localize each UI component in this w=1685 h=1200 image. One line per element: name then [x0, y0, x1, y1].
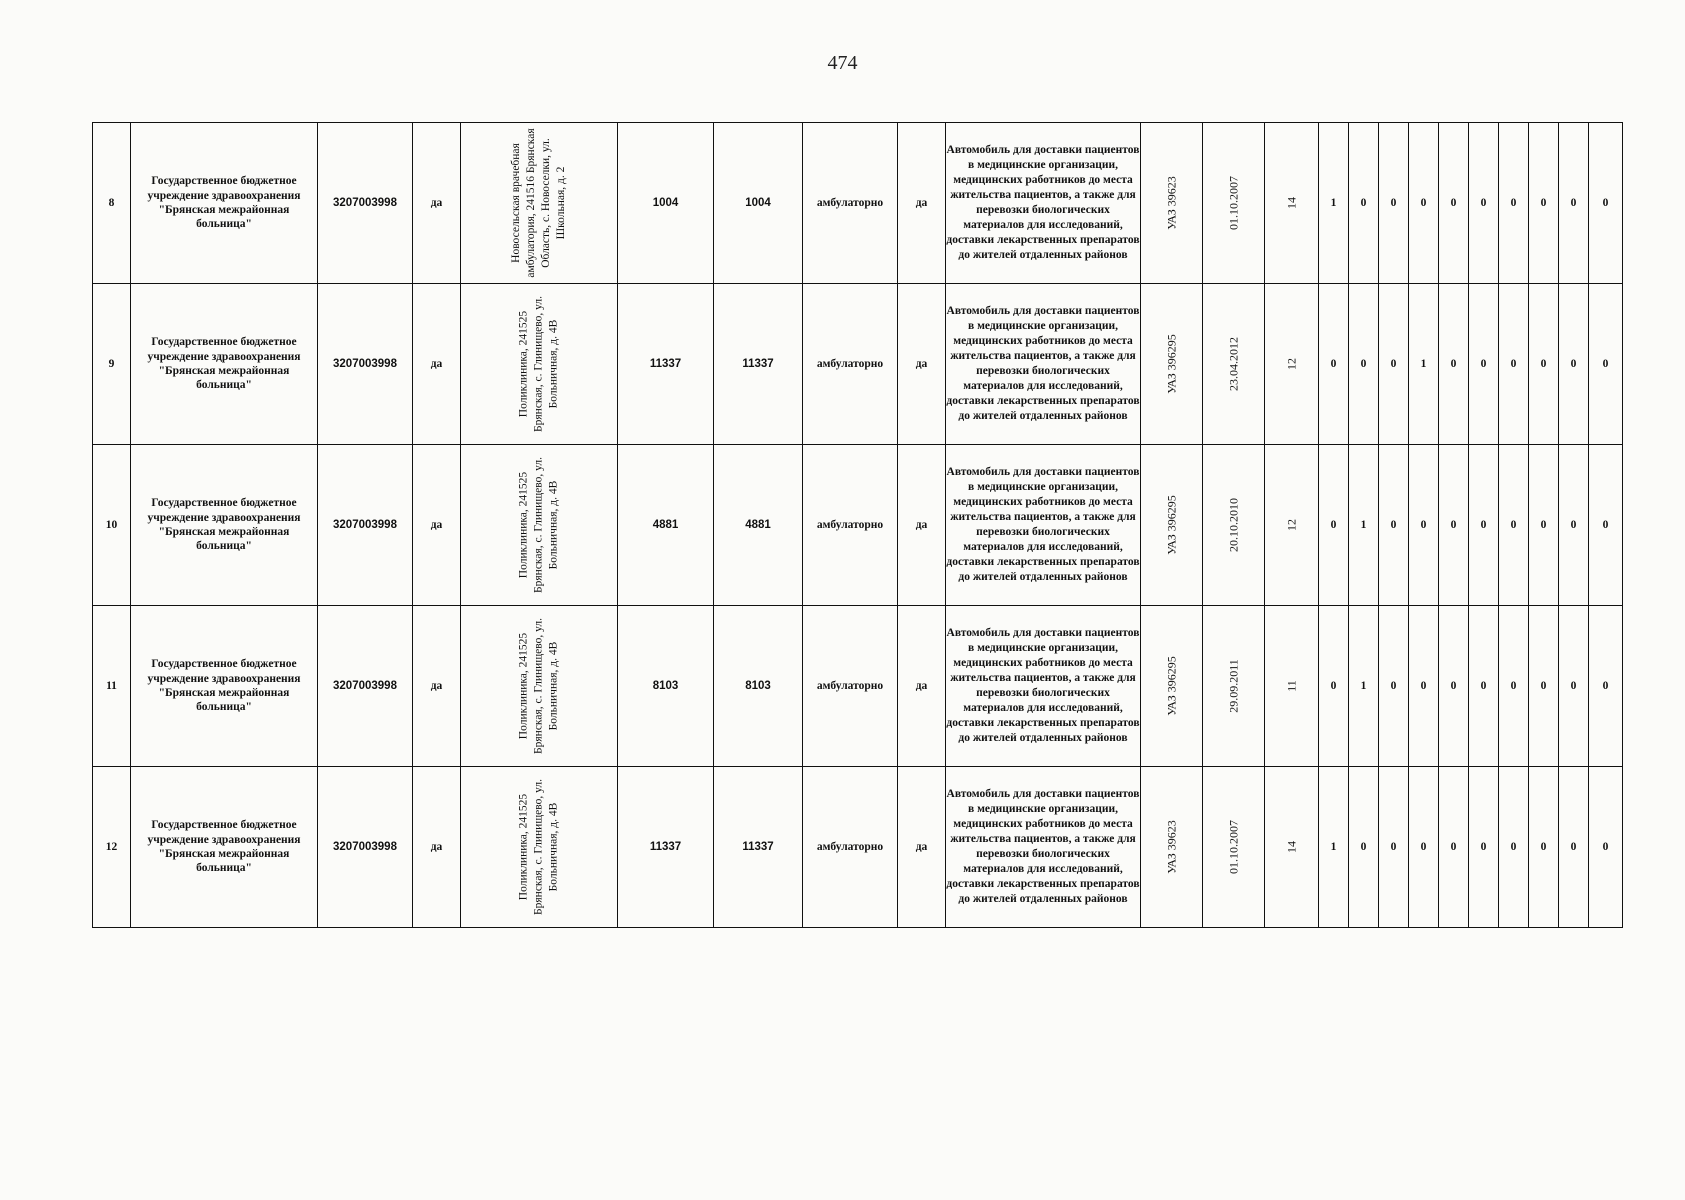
count-cell: 0 [1319, 606, 1349, 767]
count-cell: 0 [1439, 445, 1469, 606]
row-number-cell: 12 [93, 767, 131, 928]
count-cell: 0 [1409, 767, 1439, 928]
count-cell: 0 [1529, 123, 1559, 284]
value-cell: 8103 [618, 606, 714, 767]
power-cell [1265, 123, 1319, 284]
table-row [93, 606, 1623, 767]
date-cell [1203, 445, 1265, 606]
row-number-cell: 9 [93, 284, 131, 445]
address-text: Новосельская врачебная амбулатория, 241516 Брянская Область, с. Новоселки, ул. Школьная, д. 2 [510, 128, 567, 278]
count-cell: 0 [1559, 767, 1589, 928]
date-cell [1203, 284, 1265, 445]
address-cell [461, 445, 618, 606]
count-cell: 0 [1499, 284, 1529, 445]
organization-cell: Государственное бюджетное учреждение здравоохранения "Брянская межрайонная больница" [131, 767, 318, 928]
count-cell: 1 [1409, 284, 1439, 445]
flag-cell: да [413, 123, 461, 284]
inn-cell: 3207003998 [318, 445, 413, 606]
organization-cell: Государственное бюджетное учреждение здравоохранения "Брянская межрайонная больница" [131, 445, 318, 606]
date-text: 29.09.2011 [1226, 659, 1240, 713]
count-cell: 0 [1559, 445, 1589, 606]
value-cell: 1004 [714, 123, 803, 284]
organization-cell: Государственное бюджетное учреждение здравоохранения "Брянская межрайонная больница" [131, 606, 318, 767]
count-cell: 1 [1319, 123, 1349, 284]
count-cell: 1 [1349, 606, 1379, 767]
vehicle-model-text: УАЗ 396295 [1164, 334, 1178, 394]
address-text: Поликлиника, 241525 Брянская, с. Глинищево, ул. Больничная, д. 4В [517, 457, 560, 593]
count-cell: 0 [1349, 767, 1379, 928]
count-cell: 0 [1349, 284, 1379, 445]
count-cell: 1 [1319, 767, 1349, 928]
flag-cell: да [898, 445, 946, 606]
count-cell: 0 [1379, 445, 1409, 606]
count-cell: 0 [1349, 123, 1379, 284]
count-cell: 0 [1469, 606, 1499, 767]
inn-cell: 3207003998 [318, 606, 413, 767]
flag-cell: да [898, 606, 946, 767]
value-cell: 4881 [714, 445, 803, 606]
count-cell: 0 [1529, 284, 1559, 445]
organization-cell: Государственное бюджетное учреждение здравоохранения "Брянская межрайонная больница" [131, 123, 318, 284]
care-type-cell: амбулаторно [803, 767, 898, 928]
purpose-cell: Автомобиль для доставки пациентов в медицинские организации, медицинских работников до места жительства пациентов, а также для перевозки биологических материалов для исследований, доставки лекарственных препаратов до жителей отдаленных районов [946, 606, 1141, 767]
count-cell: 0 [1589, 123, 1623, 284]
value-cell: 11337 [618, 767, 714, 928]
count-cell: 1 [1349, 445, 1379, 606]
flag-cell: да [413, 445, 461, 606]
vehicle-model-cell [1141, 123, 1203, 284]
date-text: 01.10.2007 [1226, 820, 1240, 874]
value-cell: 11337 [714, 767, 803, 928]
care-type-cell: амбулаторно [803, 123, 898, 284]
flag-cell: да [413, 606, 461, 767]
count-cell: 0 [1499, 606, 1529, 767]
vehicle-model-cell [1141, 606, 1203, 767]
power-text: 12 [1284, 358, 1298, 370]
row-number-cell: 8 [93, 123, 131, 284]
table-row [93, 284, 1623, 445]
count-cell: 0 [1589, 284, 1623, 445]
address-text: Поликлиника, 241525 Брянская, с. Глинищево, ул. Больничная, д. 4В [517, 779, 560, 915]
count-cell: 0 [1589, 606, 1623, 767]
count-cell: 0 [1319, 284, 1349, 445]
inn-cell: 3207003998 [318, 284, 413, 445]
table-row [93, 767, 1623, 928]
date-text: 20.10.2010 [1226, 498, 1240, 552]
row-number-cell: 11 [93, 606, 131, 767]
count-cell: 0 [1559, 123, 1589, 284]
date-text: 01.10.2007 [1226, 176, 1240, 230]
table-body [93, 123, 1623, 928]
purpose-cell: Автомобиль для доставки пациентов в медицинские организации, медицинских работников до места жительства пациентов, а также для перевозки биологических материалов для исследований, доставки лекарственных препаратов до жителей отдаленных районов [946, 123, 1141, 284]
count-cell: 0 [1319, 445, 1349, 606]
care-type-cell: амбулаторно [803, 284, 898, 445]
purpose-cell: Автомобиль для доставки пациентов в медицинские организации, медицинских работников до места жительства пациентов, а также для перевозки биологических материалов для исследований, доставки лекарственных препаратов до жителей отдаленных районов [946, 284, 1141, 445]
count-cell: 0 [1499, 445, 1529, 606]
care-type-cell: амбулаторно [803, 606, 898, 767]
count-cell: 0 [1559, 606, 1589, 767]
count-cell: 0 [1589, 767, 1623, 928]
count-cell: 0 [1379, 767, 1409, 928]
vehicle-model-text: УАЗ 39623 [1164, 820, 1178, 874]
count-cell: 0 [1439, 284, 1469, 445]
count-cell: 0 [1439, 123, 1469, 284]
vehicle-model-cell [1141, 284, 1203, 445]
power-text: 12 [1284, 519, 1298, 531]
count-cell: 0 [1499, 767, 1529, 928]
power-text: 14 [1284, 197, 1298, 209]
address-cell [461, 767, 618, 928]
power-cell [1265, 606, 1319, 767]
count-cell: 0 [1409, 445, 1439, 606]
address-cell [461, 284, 618, 445]
count-cell: 0 [1469, 767, 1499, 928]
count-cell: 0 [1589, 445, 1623, 606]
date-cell [1203, 123, 1265, 284]
count-cell: 0 [1499, 123, 1529, 284]
address-cell [461, 123, 618, 284]
flag-cell: да [413, 284, 461, 445]
flag-cell: да [898, 767, 946, 928]
inn-cell: 3207003998 [318, 123, 413, 284]
count-cell: 0 [1439, 606, 1469, 767]
count-cell: 0 [1379, 123, 1409, 284]
count-cell: 0 [1529, 606, 1559, 767]
address-text: Поликлиника, 241525 Брянская, с. Глинищево, ул. Больничная, д. 4В [517, 618, 560, 754]
count-cell: 0 [1529, 445, 1559, 606]
table-row [93, 445, 1623, 606]
flag-cell: да [413, 767, 461, 928]
power-cell [1265, 767, 1319, 928]
count-cell: 0 [1409, 123, 1439, 284]
page-number: 474 [827, 52, 858, 74]
count-cell: 0 [1439, 767, 1469, 928]
vehicle-registry-table [92, 122, 1623, 928]
vehicle-model-text: УАЗ 39623 [1164, 176, 1178, 230]
address-cell [461, 606, 618, 767]
address-text: Поликлиника, 241525 Брянская, с. Глинищево, ул. Больничная, д. 4В [517, 296, 560, 432]
value-cell: 1004 [618, 123, 714, 284]
value-cell: 11337 [714, 284, 803, 445]
purpose-cell: Автомобиль для доставки пациентов в медицинские организации, медицинских работников до места жительства пациентов, а также для перевозки биологических материалов для исследований, доставки лекарственных препаратов до жителей отдаленных районов [946, 767, 1141, 928]
care-type-cell: амбулаторно [803, 445, 898, 606]
value-cell: 8103 [714, 606, 803, 767]
table-row [93, 123, 1623, 284]
power-text: 14 [1284, 841, 1298, 853]
count-cell: 0 [1529, 767, 1559, 928]
count-cell: 0 [1469, 123, 1499, 284]
vehicle-model-cell [1141, 445, 1203, 606]
count-cell: 0 [1409, 606, 1439, 767]
count-cell: 0 [1559, 284, 1589, 445]
date-cell [1203, 606, 1265, 767]
vehicle-model-text: УАЗ 396295 [1164, 656, 1178, 716]
date-cell [1203, 767, 1265, 928]
vehicle-model-cell [1141, 767, 1203, 928]
power-cell [1265, 445, 1319, 606]
value-cell: 11337 [618, 284, 714, 445]
count-cell: 0 [1469, 284, 1499, 445]
purpose-cell: Автомобиль для доставки пациентов в медицинские организации, медицинских работников до места жительства пациентов, а также для перевозки биологических материалов для исследований, доставки лекарственных препаратов до жителей отдаленных районов [946, 445, 1141, 606]
count-cell: 0 [1379, 284, 1409, 445]
vehicle-model-text: УАЗ 396295 [1164, 495, 1178, 555]
power-text: 11 [1284, 680, 1298, 692]
power-cell [1265, 284, 1319, 445]
count-cell: 0 [1469, 445, 1499, 606]
count-cell: 0 [1379, 606, 1409, 767]
organization-cell: Государственное бюджетное учреждение здравоохранения "Брянская межрайонная больница" [131, 284, 318, 445]
flag-cell: да [898, 123, 946, 284]
flag-cell: да [898, 284, 946, 445]
date-text: 23.04.2012 [1226, 337, 1240, 391]
row-number-cell: 10 [93, 445, 131, 606]
value-cell: 4881 [618, 445, 714, 606]
inn-cell: 3207003998 [318, 767, 413, 928]
